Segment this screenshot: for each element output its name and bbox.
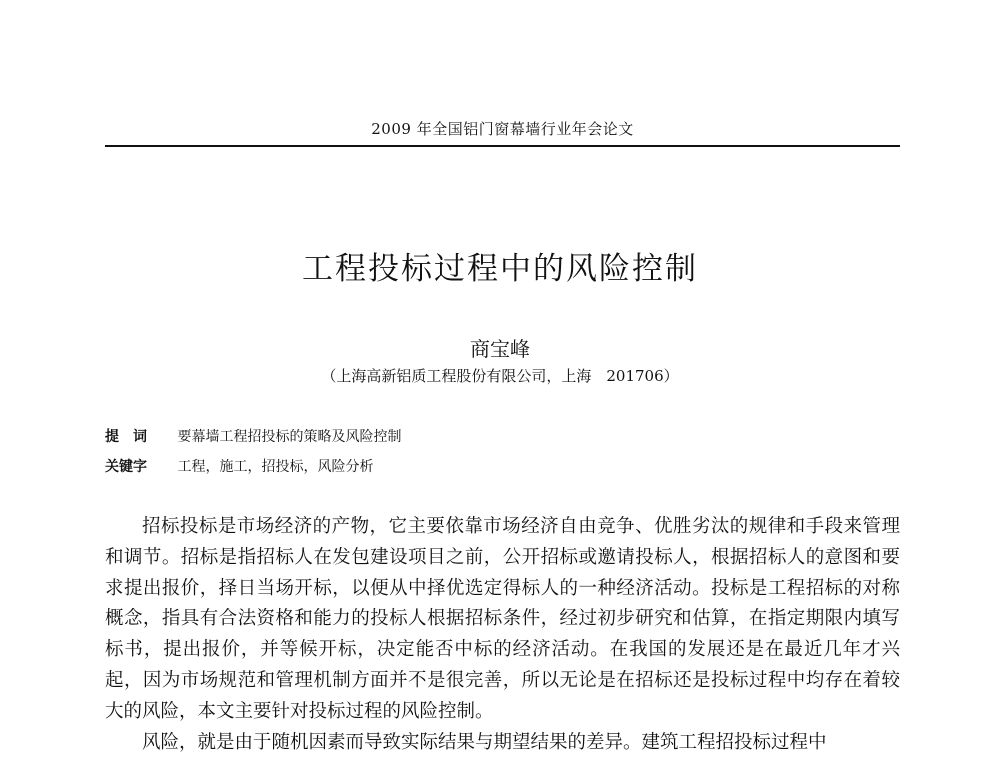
- body-paragraph-2: 风险，就是由于随机因素而导致实际结果与期望结果的差异。建筑工程招投标过程中: [142, 731, 827, 753]
- author-affiliation: （上海高新铝质工程股份有限公司，上海 201706）: [321, 367, 679, 385]
- keywords-row: [105, 456, 373, 476]
- header-rule: [105, 145, 900, 147]
- abstract-text: 要幕墙工程招投标的策略及风险控制: [177, 429, 402, 445]
- keywords-text: 工程，施工，招投标，风险分析: [177, 459, 374, 475]
- keywords-label: 关键字: [105, 459, 147, 475]
- author-name: 商宝峰: [470, 337, 530, 361]
- abstract-label: 提 词: [105, 429, 147, 445]
- paper-title: 工程投标过程中的风险控制: [302, 251, 698, 287]
- running-header: 2009 年全国铝门窗幕墙行业年会论文: [371, 120, 634, 138]
- body-text: [105, 512, 900, 758]
- body-paragraph-1: 招标投标是市场经济的产物，它主要依靠市场经济自由竞争、优胜劣汰的规律和手段来管理和调节。招标是指招标人在发包建设项目之前，公开招标或邀请投标人，根据招标人的意图和要求提出报价，择日当场开标，以便从中择优选定得标人的一种经济活动。投标是工程招标的对称概念，指具有合法资格和能力的投标人根据招标条件，经过初步研究和估算，在指定期限内填写标书，提出报价，并等候开标，决定能否中标的经济活动。在我国的发展还是在最近几年才兴起，因为市场规范和管理机制方面并不是很完善，所以无论是在招标还是投标过程中均存在着较大的风险，本文主要针对投标过程的风险控制。: [105, 516, 900, 722]
- abstract-row: [105, 426, 401, 446]
